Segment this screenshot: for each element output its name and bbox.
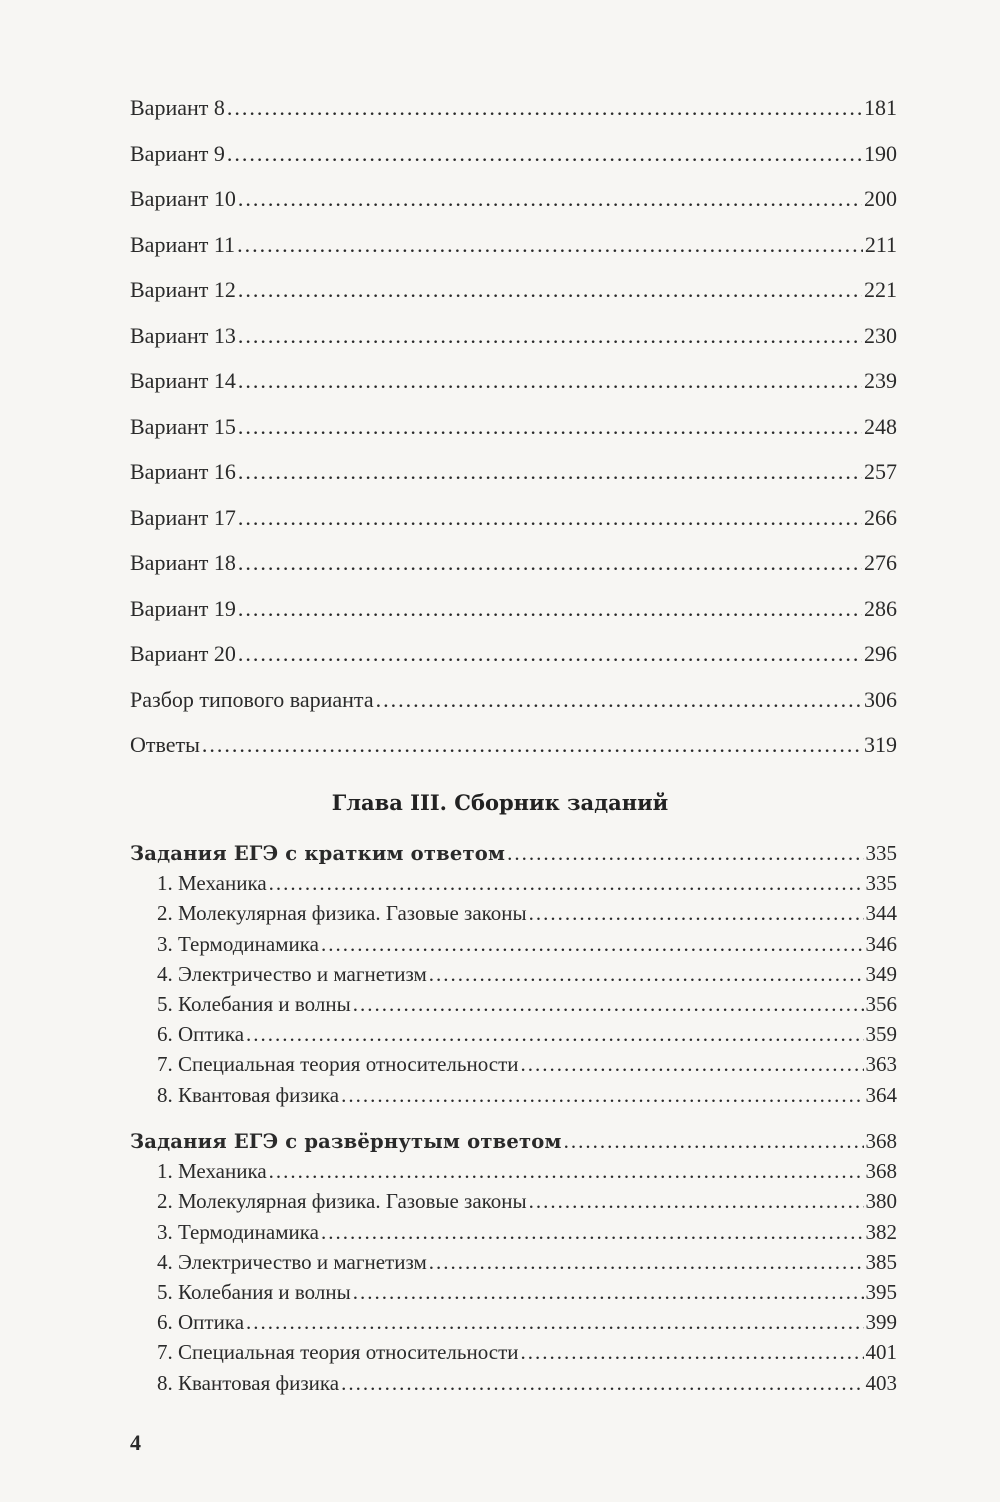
dot-leader <box>376 677 862 723</box>
dot-leader <box>238 404 862 450</box>
toc-entry-label: 5. Колебания и волны <box>157 1279 351 1304</box>
dot-leader <box>269 1156 864 1186</box>
toc-entry-page: 319 <box>864 732 897 757</box>
toc-entry-label: 3. Термодинамика <box>157 931 319 956</box>
dot-leader <box>341 1080 863 1110</box>
dot-leader <box>269 868 864 898</box>
toc-entry <box>130 540 897 586</box>
toc-subentry <box>130 959 897 989</box>
toc-entry-page: 380 <box>865 1189 897 1214</box>
toc-entry-page: 306 <box>864 686 897 712</box>
toc-subentry <box>130 1186 897 1216</box>
toc-entry-page: 266 <box>864 504 897 530</box>
toc-subentry <box>130 929 897 959</box>
toc-entry-label: 8. Квантовая физика <box>157 1082 340 1107</box>
dot-leader <box>529 898 864 928</box>
toc-entry-page: 335 <box>865 841 897 865</box>
dot-leader <box>238 176 862 222</box>
toc-entry-label: Вариант 14 <box>130 368 236 393</box>
toc-entry-page: 356 <box>865 991 897 1016</box>
toc-entry-page: 346 <box>865 931 897 956</box>
toc-entry-page: 200 <box>864 186 897 211</box>
toc-entry-label: 7. Специальная теория относительности <box>157 1340 519 1365</box>
dot-leader <box>429 959 864 989</box>
dot-leader <box>238 495 862 541</box>
toc-entry-label: Задания ЕГЭ с кратким ответом <box>130 842 506 865</box>
toc-entry-label: 1. Механика <box>157 871 267 896</box>
toc-entry-label: Вариант 8 <box>130 95 225 120</box>
toc-section-short-answer <box>130 838 897 1110</box>
toc-entry-label: Вариант 19 <box>130 595 236 621</box>
chapter-title: Глава III. Сборник заданий <box>331 790 669 815</box>
toc-entry-page: 296 <box>864 641 897 666</box>
dot-leader <box>246 1019 863 1049</box>
toc-entry <box>130 449 897 495</box>
toc-entry-page: 211 <box>864 231 897 257</box>
dot-leader <box>521 1337 864 1367</box>
toc-entry <box>130 722 897 768</box>
toc-entry-page: 230 <box>864 322 897 348</box>
toc-entry <box>130 222 897 268</box>
toc-entry-page: 368 <box>865 1159 897 1184</box>
toc-entry-label: 8. Квантовая физика <box>157 1370 340 1395</box>
toc-entry-page: 395 <box>865 1279 897 1304</box>
toc-entry-page: 382 <box>865 1219 897 1244</box>
toc-entry-label: Разбор типового варианта <box>130 686 374 712</box>
toc-entry-label: Вариант 11 <box>130 231 236 257</box>
dot-leader <box>507 838 863 868</box>
toc-entry <box>130 313 897 359</box>
dot-leader <box>202 722 862 768</box>
toc-subentry <box>130 1368 897 1398</box>
dot-leader <box>246 1307 863 1337</box>
toc-entry <box>130 404 897 450</box>
toc-entry <box>130 267 897 313</box>
dot-leader <box>238 313 862 359</box>
toc-entry-page: 385 <box>865 1249 897 1274</box>
toc-subentry <box>130 1156 897 1186</box>
dot-leader <box>321 1217 864 1247</box>
toc-entry <box>130 631 897 677</box>
toc-entry-page: 276 <box>864 550 897 575</box>
toc-entry <box>130 131 897 177</box>
toc-entry-page: 349 <box>865 961 897 986</box>
dot-leader <box>341 1368 863 1398</box>
toc-entry-label: 1. Механика <box>157 1159 267 1184</box>
toc-entry-page: 364 <box>865 1082 897 1107</box>
toc-entry-page: 344 <box>865 901 897 926</box>
toc-subentry <box>130 1019 897 1049</box>
toc-entry-label: Вариант 18 <box>130 550 236 575</box>
toc-entry-label: 3. Термодинамика <box>157 1219 319 1244</box>
toc-entry <box>130 495 897 541</box>
toc-entry-label: Вариант 17 <box>130 504 236 530</box>
toc-subentry <box>130 1080 897 1110</box>
toc-entry-label: 4. Электричество и магнетизм <box>157 961 427 986</box>
toc-section-long-answer <box>130 1126 897 1398</box>
toc-entry-page: 221 <box>864 277 897 302</box>
toc-entry-page: 248 <box>864 413 897 439</box>
dot-leader <box>238 267 862 313</box>
toc-entry-label: 6. Оптика <box>157 1310 245 1335</box>
toc-entry-label: Вариант 13 <box>130 322 236 348</box>
toc-subentry <box>130 868 897 898</box>
toc-entry-label: Задания ЕГЭ с развёрнутым ответом <box>130 1130 562 1153</box>
dot-leader <box>227 131 862 177</box>
toc-entry <box>130 176 897 222</box>
toc-entry-label: Ответы <box>130 732 200 757</box>
dot-leader <box>529 1186 864 1216</box>
toc-entry-page: 181 <box>864 95 897 120</box>
toc-entry-label: 2. Молекулярная физика. Газовые законы <box>157 901 527 926</box>
toc-entry-label: Вариант 12 <box>130 277 236 302</box>
toc-entry-page: 368 <box>865 1129 897 1153</box>
toc-entry-page: 335 <box>865 871 897 896</box>
dot-leader <box>237 222 863 268</box>
toc-entry-label: 6. Оптика <box>157 1022 245 1047</box>
toc-entry-page: 257 <box>864 459 897 484</box>
dot-leader <box>238 449 862 495</box>
toc-section-heading <box>130 1126 897 1156</box>
toc-variants-list <box>130 85 897 768</box>
toc-entry-page: 359 <box>865 1022 897 1047</box>
dot-leader <box>238 358 862 404</box>
toc-entry-page: 363 <box>865 1052 897 1077</box>
dot-leader <box>521 1049 864 1079</box>
toc-entry-page: 286 <box>864 595 897 621</box>
toc-subentry <box>130 1277 897 1307</box>
dot-leader <box>227 85 862 131</box>
toc-entry-page: 190 <box>864 140 897 166</box>
toc-entry-label: 4. Электричество и магнетизм <box>157 1249 427 1274</box>
toc-entry-label: 5. Колебания и волны <box>157 991 351 1016</box>
dot-leader <box>353 1277 864 1307</box>
toc-entry-label: 7. Специальная теория относительности <box>157 1052 519 1077</box>
toc-subentry <box>130 1217 897 1247</box>
dot-leader <box>238 631 862 677</box>
dot-leader <box>238 586 862 632</box>
toc-entry-label: 2. Молекулярная физика. Газовые законы <box>157 1189 527 1214</box>
toc-entry-label: Вариант 16 <box>130 459 236 484</box>
toc-entry-page: 399 <box>865 1310 897 1335</box>
toc-entry-page: 239 <box>864 368 897 393</box>
toc-entry-label: Вариант 15 <box>130 413 236 439</box>
toc-subentry <box>130 1337 897 1367</box>
toc-entry-page: 403 <box>865 1370 897 1395</box>
dot-leader <box>429 1247 864 1277</box>
toc-subentry <box>130 1307 897 1337</box>
dot-leader <box>353 989 864 1019</box>
toc-entry <box>130 677 897 723</box>
page-number: 4 <box>130 1430 141 1455</box>
toc-subentry <box>130 1247 897 1277</box>
toc-subentry <box>130 989 897 1019</box>
toc-subentry <box>130 1049 897 1079</box>
toc-section-heading <box>130 838 897 868</box>
dot-leader <box>321 929 864 959</box>
toc-entry-label: Вариант 9 <box>130 140 225 166</box>
toc-entry-label: Вариант 20 <box>130 641 236 666</box>
toc-entry <box>130 85 897 131</box>
toc-entry-label: Вариант 10 <box>130 186 236 211</box>
toc-subentry <box>130 898 897 928</box>
dot-leader <box>238 540 862 586</box>
dot-leader <box>564 1126 864 1156</box>
toc-entry <box>130 586 897 632</box>
toc-entry-page: 401 <box>865 1340 897 1365</box>
toc-entry <box>130 358 897 404</box>
